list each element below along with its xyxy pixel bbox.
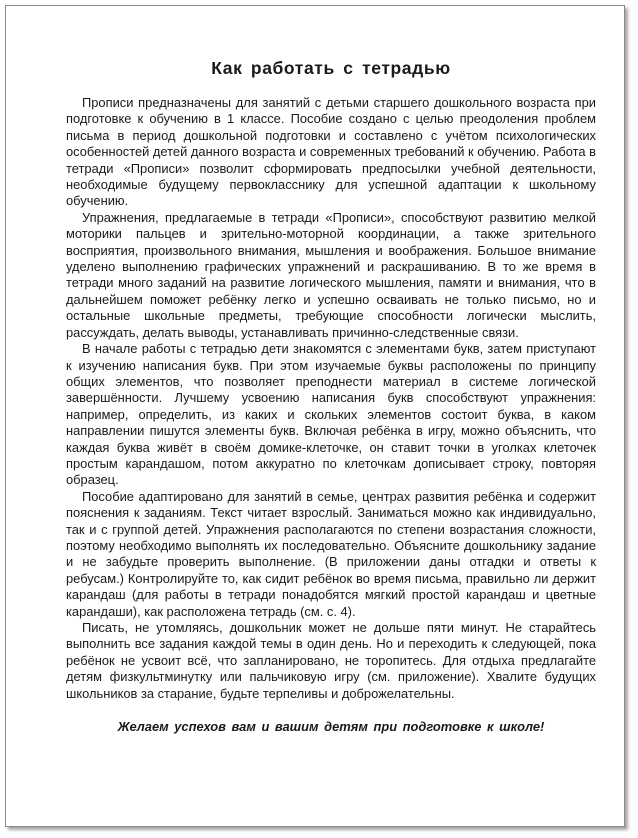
paragraph-intro: Прописи предназначены для занятий с детьми старшего дошкольного возраста при подготовке к обучению в 1 классе. Пособие создано с целью преодоления проблем письма в период дошкольной подготовки и составлено с учётом психологических особенностей детей данного возраста и современных требований к обучению. Работа в тетради «Прописи» позволит сформировать предпосылки учебной деятельности, необходимые будущему первокласснику для успешной адаптации к школьному обучению. (66, 95, 596, 209)
body-text (66, 95, 596, 702)
paragraph-rest: Писать, не утомляясь, дошкольник может не дольше пяти минут. Не старайтесь выполнить все задания каждой темы в один день. Но и переходить к следующей, пока ребёнок не усвоит всё, что запланировано, не торопитесь. Для отдыха предлагайте детям физкультминутку или пальчиковую игру (см. приложение). Хвалите будущих школьников за старание, будьте терпеливы и доброжелательны. (66, 620, 596, 701)
page-content (66, 58, 596, 734)
paragraph-usage: Пособие адаптировано для занятий в семье, центрах развития ребёнка и содержит пояснения к заданиям. Текст читает взрослый. Заниматься можно как индивидуально, так и с группой детей. Упражнения располагаются по степени возрастания сложности, поэтому необходимо выполнять их последовательно. Объясните дошкольнику задание и не забудьте проверить выполнение. (В приложении даны отгадки и ответы к ребусам.) Контролируйте то, как сидит ребёнок во время письма, правильно ли держит карандаш (для работы в тетради понадобятся мягкий простой карандаш и цветные карандаши), как расположена тетрадь (см. с. 4). (66, 488, 596, 619)
closing-wish: Желаем успехов вам и вашим детям при подготовке к школе! (117, 719, 545, 735)
paragraph-letters: В начале работы с тетрадью дети знакомятся с элементами букв, затем приступают к изучению написания букв. При этом изучаемые буквы расположены по принципу общих элементов, что позволяет преподнести материал в системе логической завершённости. Лучшему усвоению написания букв способствуют упражнения: например, определить, из каких и скольких элементов состоит буква, в каком направлении пишутся элементы букв. Включая ребёнка в игру, можно объяснить, что каждая буква живёт в своём домике-клеточке, он ставит точки в уголках клеточек простым карандашом, потом аккуратно по клеточкам дописывает строку, повторяя образец. (66, 341, 596, 488)
page-title: Как работать с тетрадью (211, 58, 451, 78)
page (5, 5, 625, 827)
paragraph-exercises: Упражнения, предлагаемые в тетради «Прописи», способствуют развитию мелкой моторики пальцев и зрительно-моторной координации, а также зрительного восприятия, произвольного внимания, мышления и воображения. Большое внимание уделено выполнению графических упражнений и раскрашиванию. В то же время в тетради много заданий на развитие логического мышления, памяти и внимания, что в дальнейшем поможет ребёнку легко и успешно осваивать не только письмо, но и остальные школьные предметы, требующие способности логически мыслить, рассуждать, делать выводы, устанавливать причинно-следственные связи. (66, 209, 596, 340)
